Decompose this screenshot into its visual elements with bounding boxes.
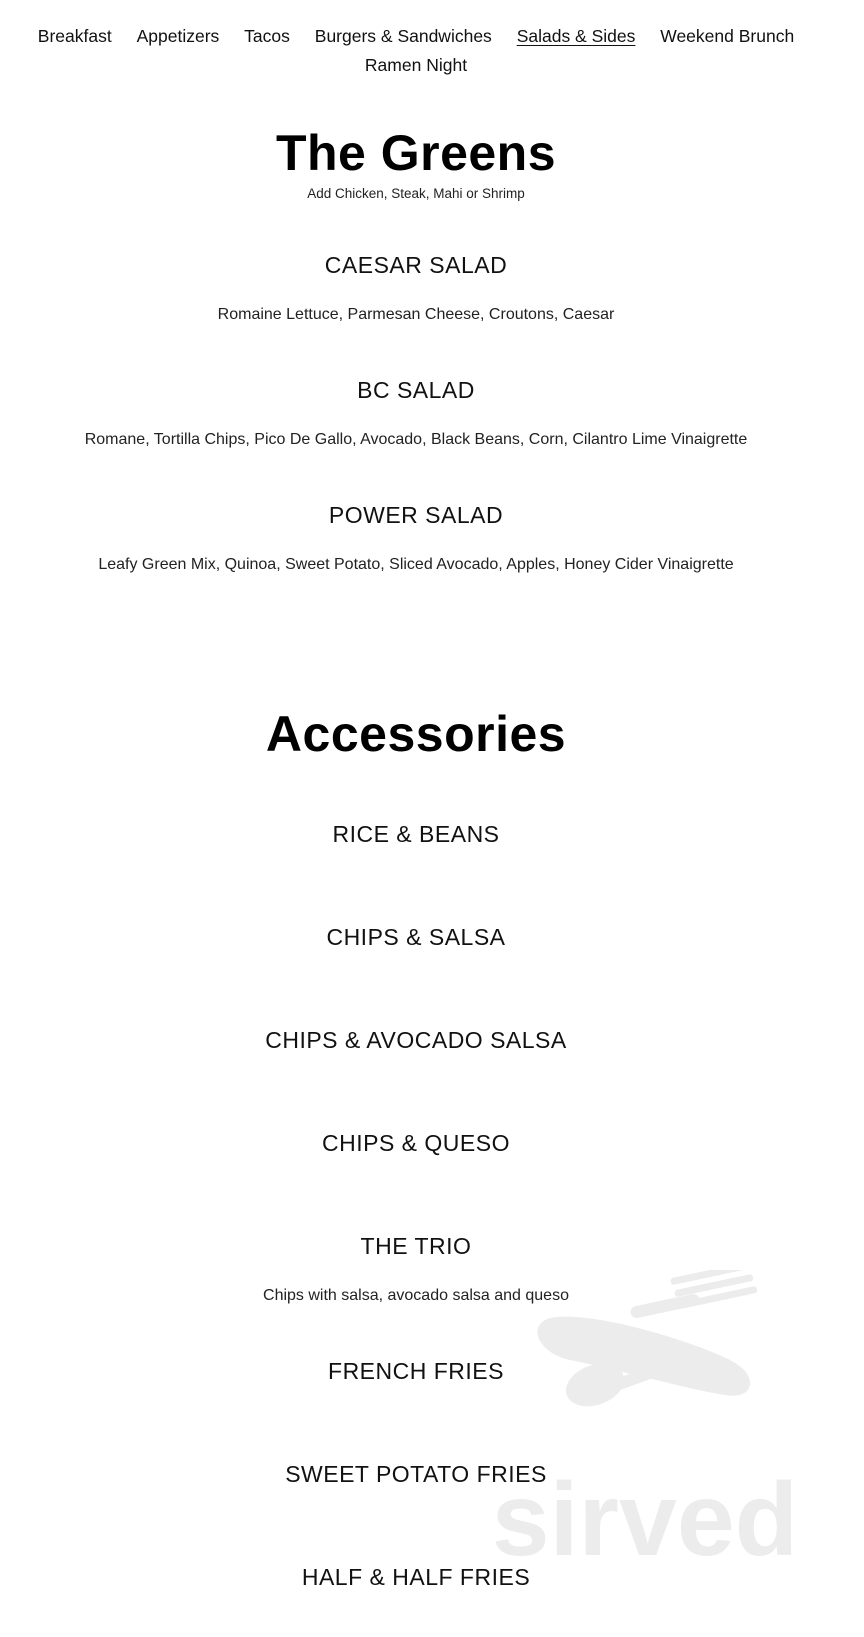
menu-item-name: THE TRIO xyxy=(360,1233,472,1259)
menu-item-name: BC SALAD xyxy=(357,377,475,403)
menu-item-name: CAESAR SALAD xyxy=(324,252,508,278)
section-note-greens: Add Chicken, Steak, Mahi or Shrimp xyxy=(307,186,525,201)
nav-breakfast[interactable]: Breakfast xyxy=(37,26,112,46)
menu-item-desc: Romane, Tortilla Chips, Pico De Gallo, Avocado, Black Beans, Corn, Cilantro Lime Vinaigrette xyxy=(84,431,748,448)
menu-item-name: CHIPS & QUESO xyxy=(322,1130,510,1156)
menu-category-nav xyxy=(0,22,832,80)
nav-ramen-night[interactable]: Ramen Night xyxy=(364,55,468,75)
nav-burgers-sandwiches[interactable]: Burgers & Sandwiches xyxy=(314,26,492,46)
menu-item-name: CHIPS & SALSA xyxy=(326,924,506,950)
menu-item-desc: Leafy Green Mix, Quinoa, Sweet Potato, Sliced Avocado, Apples, Honey Cider Vinaigrette xyxy=(98,556,734,573)
section-title-greens: The Greens xyxy=(275,125,557,181)
section-title-accessories: Accessories xyxy=(265,706,567,762)
nav-weekend-brunch[interactable]: Weekend Brunch xyxy=(660,26,795,46)
sirved-watermark-logo xyxy=(470,1270,820,1570)
watermark-text: sirved xyxy=(491,1462,799,1570)
nav-tacos[interactable]: Tacos xyxy=(244,26,290,46)
menu-item-name: HALF & HALF FRIES xyxy=(301,1564,531,1590)
menu-item-desc: Romaine Lettuce, Parmesan Cheese, Croutons, Caesar xyxy=(217,306,615,323)
utensils-knife-fork-spoon-icon xyxy=(537,1270,757,1414)
menu-item-name: RICE & BEANS xyxy=(332,821,500,847)
menu-item-name: POWER SALAD xyxy=(328,502,504,528)
menu-item-name: FRENCH FRIES xyxy=(328,1358,504,1384)
menu-item-desc: Chips with salsa, avocado salsa and queso xyxy=(263,1287,569,1304)
nav-appetizers[interactable]: Appetizers xyxy=(136,26,220,46)
menu-item-name: SWEET POTATO FRIES xyxy=(285,1461,547,1487)
nav-salads-sides[interactable]: Salads & Sides xyxy=(516,26,636,46)
menu-item-name: CHIPS & AVOCADO SALSA xyxy=(265,1027,567,1053)
